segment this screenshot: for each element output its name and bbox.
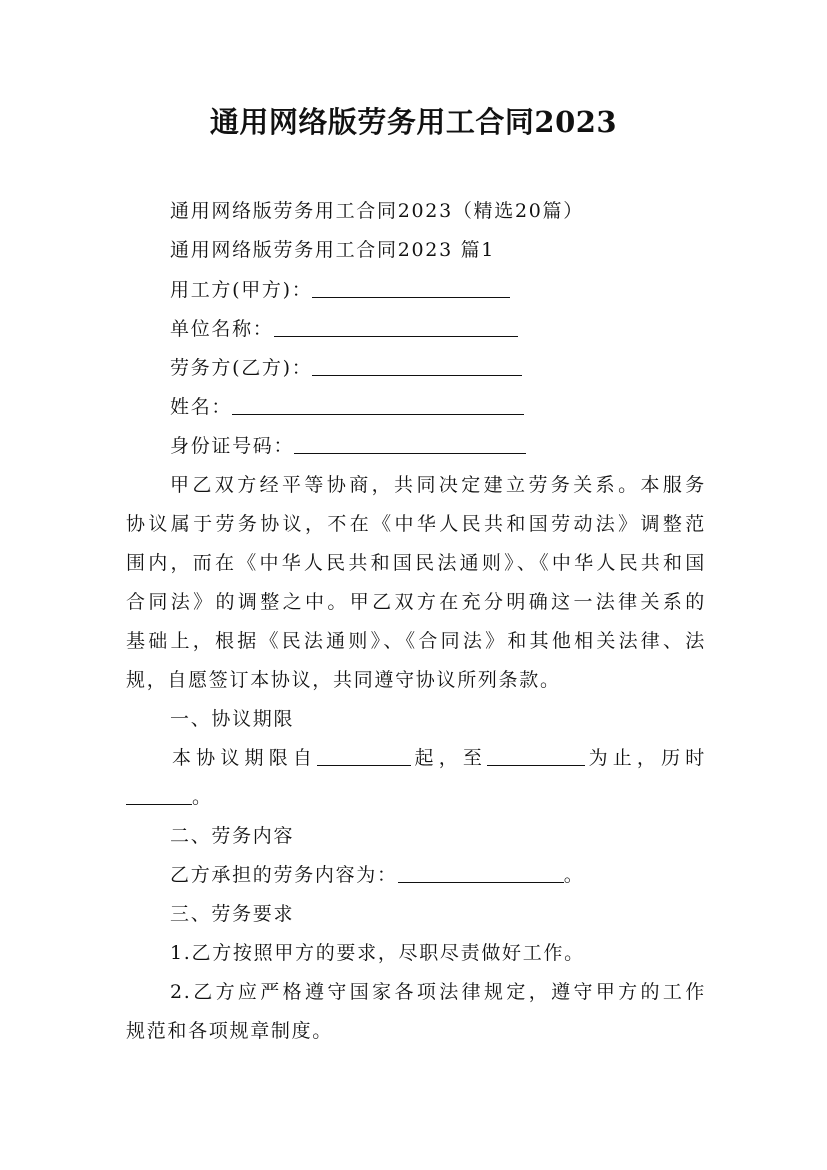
- section-heading: 三、劳务要求: [170, 903, 295, 925]
- subtitle: 通用网络版劳务用工合同2023（精选20篇）: [170, 200, 584, 222]
- name-label: 姓名：: [170, 396, 233, 418]
- requirement-item: 2.乙方应严格遵守国家各项法律规定，遵守甲方的工作: [170, 981, 706, 1003]
- section-heading: 一、协议期限: [170, 708, 295, 730]
- unit-name-blank: [274, 318, 518, 337]
- id-number-label: 身份证号码：: [170, 435, 295, 457]
- preamble-line: 甲乙双方经平等协商，共同决定建立劳务关系。本服务: [170, 474, 706, 496]
- content-blank: [398, 864, 564, 883]
- term-text: 为止，历时: [585, 747, 706, 769]
- employer-label: 用工方(甲方)：: [170, 279, 313, 301]
- document-title: 通用网络版劳务用工合同2023: [209, 105, 618, 139]
- unit-name-label: 单位名称：: [170, 318, 274, 340]
- end-date-blank: [487, 747, 585, 766]
- start-date-blank: [317, 747, 411, 766]
- worker-field: [170, 355, 750, 381]
- worker-label: 劳务方(乙方)：: [170, 357, 313, 379]
- term-text: 本协议期限自: [172, 747, 318, 769]
- content-text: 乙方承担的劳务内容为：: [170, 864, 398, 886]
- preamble-line: 合同法》的调整之中。甲乙双方在充分明确这一法律关系的: [126, 591, 706, 613]
- term-text: 。: [192, 786, 213, 808]
- term-sentence-continued: [126, 784, 706, 810]
- term-text: 起，至: [411, 747, 488, 769]
- name-blank: [232, 396, 524, 415]
- unit-name-field: [170, 316, 750, 342]
- preamble-line: 围内，而在《中华人民共和国民法通则》、《中华人民共和国: [126, 552, 706, 574]
- preamble-line: 协议属于劳务协议，不在《中华人民共和国劳动法》调整范: [126, 513, 706, 535]
- employer-blank: [312, 279, 510, 298]
- content-text: 。: [563, 864, 585, 886]
- worker-blank: [312, 357, 522, 376]
- requirement-item-continued: 规范和各项规章制度。: [126, 1020, 334, 1042]
- requirement-item: 1.乙方按照甲方的要求，尽职尽责做好工作。: [170, 942, 585, 964]
- preamble-line: 基础上，根据《民法通则》、《合同法》和其他相关法律、法: [126, 630, 706, 652]
- content-sentence: [170, 862, 750, 888]
- name-field: [170, 394, 750, 420]
- duration-blank: [126, 786, 192, 805]
- id-number-field: [170, 433, 750, 459]
- term-sentence: [172, 745, 706, 771]
- employer-field: [170, 277, 750, 303]
- section-heading: 二、劳务内容: [170, 825, 295, 847]
- id-number-blank: [294, 435, 526, 454]
- preamble-line: 规，自愿签订本协议，共同遵守协议所列条款。: [126, 669, 561, 691]
- chapter-heading: 通用网络版劳务用工合同2023 篇1: [170, 239, 496, 261]
